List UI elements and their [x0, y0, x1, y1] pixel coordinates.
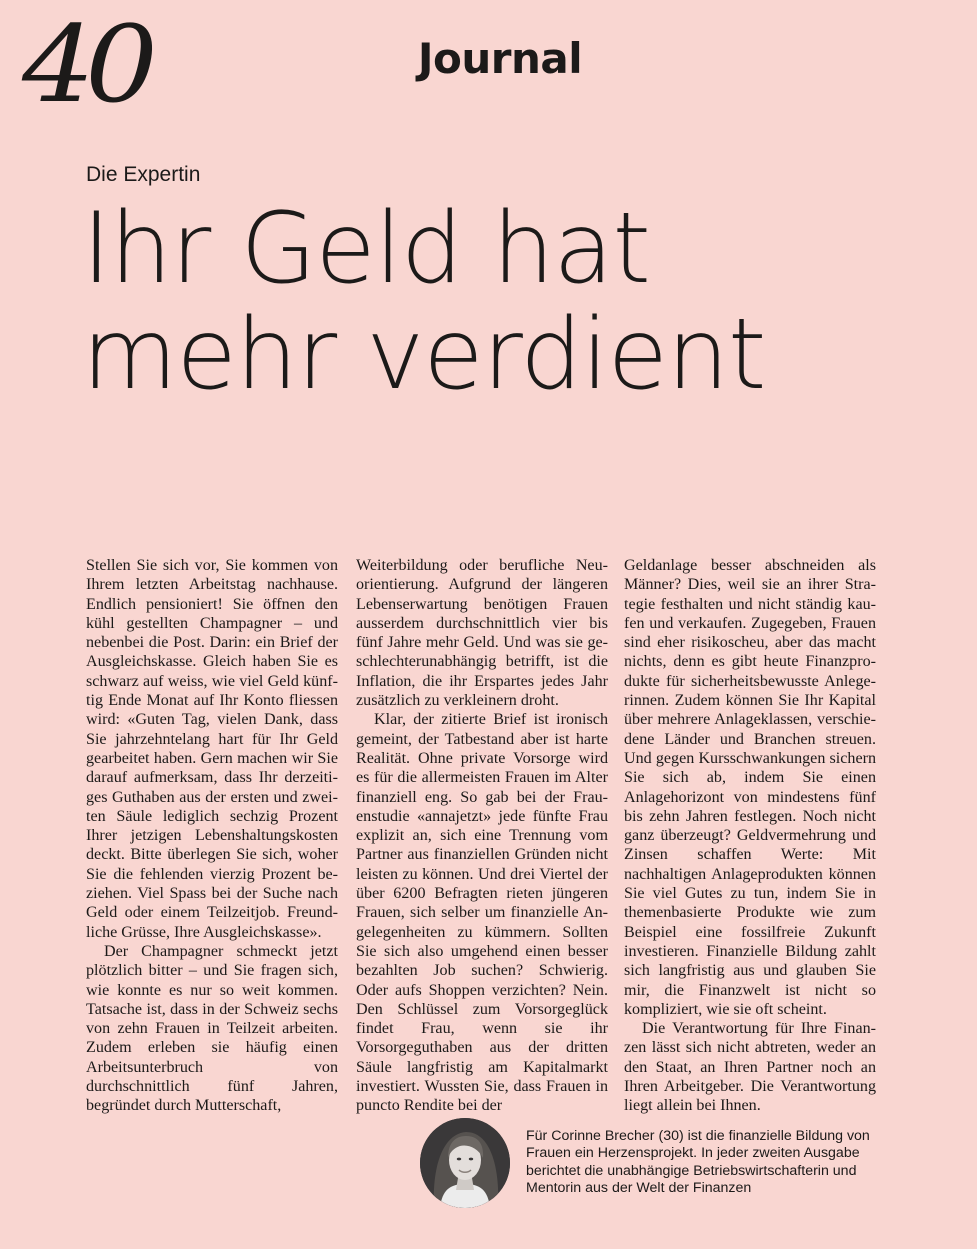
author-photo: [420, 1118, 510, 1208]
author-bio-text: Für Corinne Brecher (30) ist die finanzielle Bildung von Frauen ein Herzensprojekt. In jeder zweiten Ausgabe berichtet die unabhängige Betriebswirtschafterin und Mentorin aus der Welt der Finanzen: [526, 1128, 870, 1196]
section-label: Journal: [417, 34, 583, 83]
paragraph: Klar, der zitierte Brief ist ironisch gemeint, der Tatbestand aber ist harte Realität. Ohne private Vorsorge wird es für die allermeisten Frauen im Alter finanziell eng. So gab bei der Frauenstudie «annajetzt» jede fünfte Frau explizit an, sich eine Trennung vom Partner aus finanziellen Gründen nicht leisten zu können. Und drei Viertel der über 6200 Befragten rieten jüngeren Frauen, sich selber um finanzielle Angelegenheiten zu kümmern. Sollten Sie sich also umgehend einen besser bezahlten Job suchen? Schwierig. Oder aufs Shoppen verzichten? Nein. Den Schlüssel zum Vorsorgeglück findet Frau, wenn sie ihr Vorsorgeguthaben aus der dritten Säule langfristig am Kapitalmarkt investiert. Wussten Sie, dass Frauen in puncto Rendite bei der: [356, 711, 608, 1115]
paragraph: Geldanlage besser abschneiden als Männer? Dies, weil sie an ihrer Strategie festhalten und nicht ständig kaufen und verkaufen. Zugegeben, Frauen sind eher risikoscheu, aber das macht nichts, denn es gibt heute Finanzprodukte für sicherheitsbewusste Anlegerinnen. Zudem können Sie Ihr Kapital über mehrere Anlageklassen, verschiedene Länder und Branchen streuen. Und gegen Kursschwankungen sichern Sie sich ab, indem Sie einen Anlagehorizont von mindestens fünf bis zehn Jahren festlegen. Noch nicht ganz überzeugt? Geldvermehrung und Zinsen schaffen Werte: Mit nachhaltigen Anlageprodukten können Sie viel Gutes zu tun, indem Sie in themenbasierte Produkte wie zum Beispiel eine fossilfreie Zukunft investieren. Finanzielle Bildung zahlt sich langfristig aus und glauben Sie mir, die Finanzwelt ist nicht so kompliziert, wie sie oft scheint.: [624, 557, 876, 1018]
author-bio: [420, 1118, 890, 1210]
headline-line-1: Ihr Geld hat: [82, 192, 650, 306]
page-number: 40: [22, 3, 149, 126]
portrait-photo-icon: [420, 1118, 510, 1208]
paragraph: Stellen Sie sich vor, Sie kommen von Ihrem letzten Arbeitstag nachhause. Endlich pensioniert! Sie öffnen den kühl gestellten Champagner – und nebenbei die Post. Darin: ein Brief der Ausgleichskasse. Gleich haben Sie es schwarz auf weiss, wie viel Geld künftig Ende Monat auf Ihr Konto fliessen wird: «Guten Tag, vielen Dank, dass Sie jahrzehntelang hart für Ihr Geld gearbeitet haben. Gern machen wir Sie darauf aufmerksam, dass Ihr derzeitiges Guthaben aus der ersten und zweiten Säule lediglich sechzig Prozent Ihrer jetzigen Lebenshaltungskosten deckt. Bitte überlegen Sie sich, woher Sie die fehlenden vierzig Prozent beziehen. Viel Spass bei der Suche nach Geld oder einem Teilzeitjob. Freundliche Grüsse, Ihre Ausgleichskasse».: [86, 557, 338, 941]
paragraph: Weiterbildung oder berufliche Neuorientierung. Aufgrund der längeren Lebenserwartung benötigen Frauen ausserdem durchschnittlich vier bis fünf Jahre mehr Geld. Und was sie geschlechterunabhängig betrifft, ist die Inflation, die ihr Erspartes jedes Jahr zusätzlich zu verkleinern droht.: [356, 557, 608, 710]
article-headline: [82, 192, 766, 412]
article-kicker: Die Expertin: [86, 163, 201, 186]
article-column-1: [86, 556, 338, 1116]
article-column-2: [356, 556, 608, 1116]
article-column-3: [624, 556, 876, 1116]
headline-line-2: mehr verdient: [82, 298, 766, 412]
paragraph: Die Verantwortung für Ihre Finanzen lässt sich nicht abtreten, weder an den Staat, an Ihren Partner noch an Ihren Arbeitgeber. Die Verantwortung liegt allein bei Ihnen.: [624, 1020, 876, 1115]
paragraph: Der Champagner schmeckt jetzt plötzlich bitter – und Sie fragen sich, wie konnte es nur so weit kommen. Tatsache ist, dass in der Schweiz sechs von zehn Frauen in Teilzeit arbeiten. Zudem erleben sie häufig einen Arbeitsunterbruch von durchschnittlich fünf Jahren, begründet durch Mutterschaft,: [86, 942, 338, 1115]
